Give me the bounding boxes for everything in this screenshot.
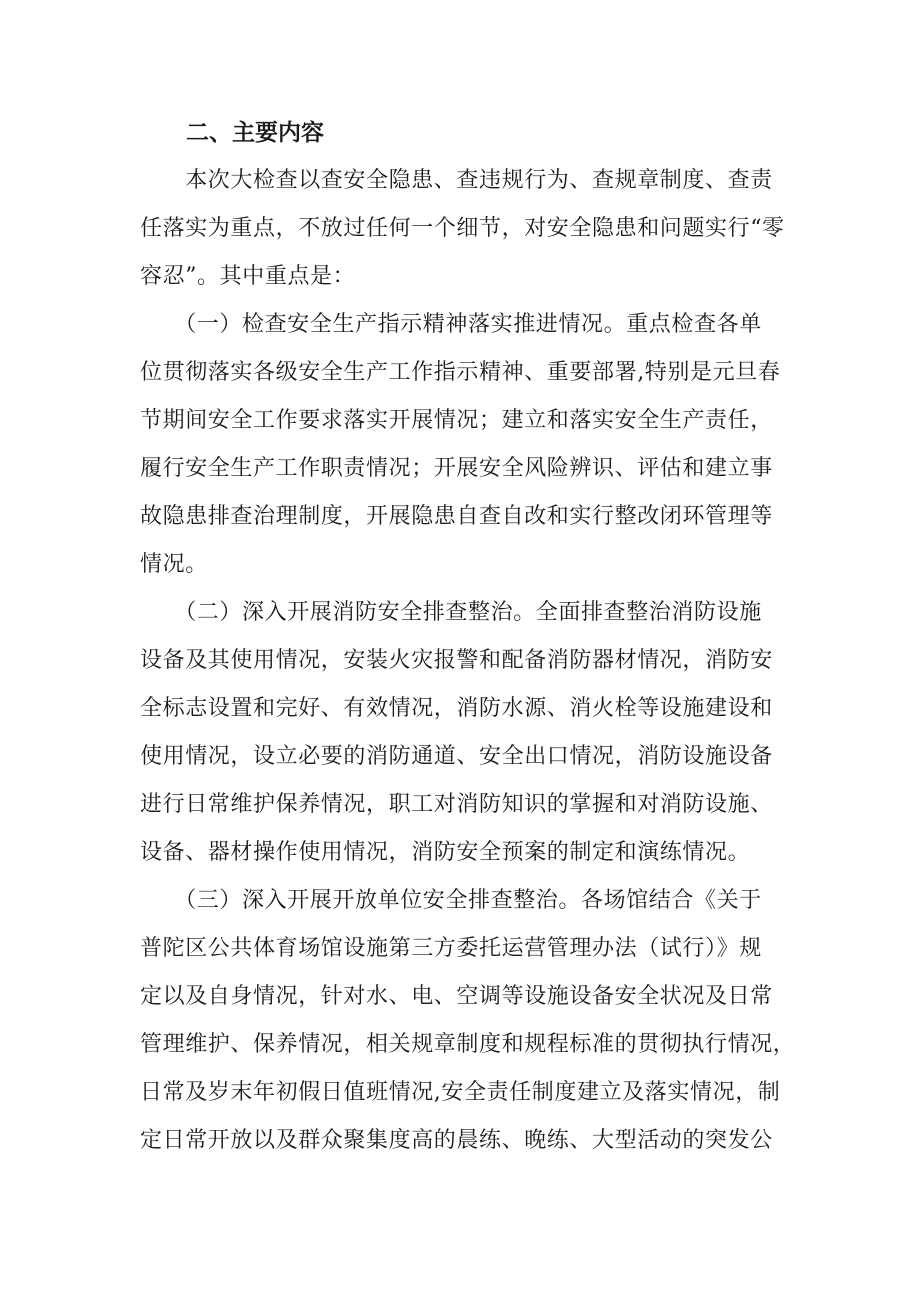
- text-line: 管理维护、保养情况，相关规章制度和规程标准的贯彻执行情况，: [140, 1032, 796, 1057]
- text-line: 节期间安全工作要求落实开展情况；建立和落实安全生产责任，: [140, 408, 773, 433]
- text-line: （三）深入开展开放单位安全排查整治。各场馆结合《关于: [140, 888, 762, 913]
- section-body: [140, 157, 800, 1165]
- text-line: 使用情况，设立必要的消防通道、安全出口情况，消防设施设备: [140, 744, 773, 769]
- text-line: 故隐患排查治理制度，开展隐患自查自改和实行整改闭环管理等: [140, 504, 773, 529]
- text-line: （一）检查安全生产指示精神落实推进情况。重点检查各单: [140, 312, 762, 337]
- text-line: 履行安全生产工作职责情况；开展安全风险辨识、评估和建立事: [140, 456, 773, 481]
- text-line: 设备、器材操作使用情况，消防安全预案的制定和演练情况。: [140, 840, 751, 865]
- section-heading: 二、主要内容: [186, 120, 324, 146]
- text-line: 进行日常维护保养情况，职工对消防知识的掌握和对消防设施、: [140, 792, 773, 817]
- text-line: 全标志设置和完好、有效情况，消防水源、消火栓等设施建设和: [140, 696, 773, 721]
- text-line: 定日常开放以及群众聚集度高的晨练、晚练、大型活动的突发公: [140, 1128, 773, 1153]
- text-line: 任落实为重点，不放过任何一个细节，对安全隐患和问题实行“零: [140, 216, 785, 241]
- text-line: 本次大检查以查安全隐患、查违规行为、查规章制度、查责: [140, 168, 773, 193]
- text-line: 普陀区公共体育场馆设施第三方委托运营管理办法（试行）》规: [140, 936, 762, 961]
- text-line: 位贯彻落实各级安全生产工作指示精神、重要部署,特别是元旦春: [140, 360, 781, 385]
- text-line: 情况。: [140, 552, 208, 577]
- text-line: 设备及其使用情况，安装火灾报警和配备消防器材情况，消防安: [140, 648, 773, 673]
- text-line: 定以及自身情况，针对水、电、空调等设施设备安全状况及日常: [140, 984, 773, 1009]
- text-line: 容忍”。其中重点是：: [140, 264, 356, 289]
- text-line: （二）深入开展消防安全排查整治。全面排查整治消防设施: [140, 600, 762, 625]
- text-line: 日常及岁末年初假日值班情况,安全责任制度建立及落实情况，制: [140, 1080, 781, 1105]
